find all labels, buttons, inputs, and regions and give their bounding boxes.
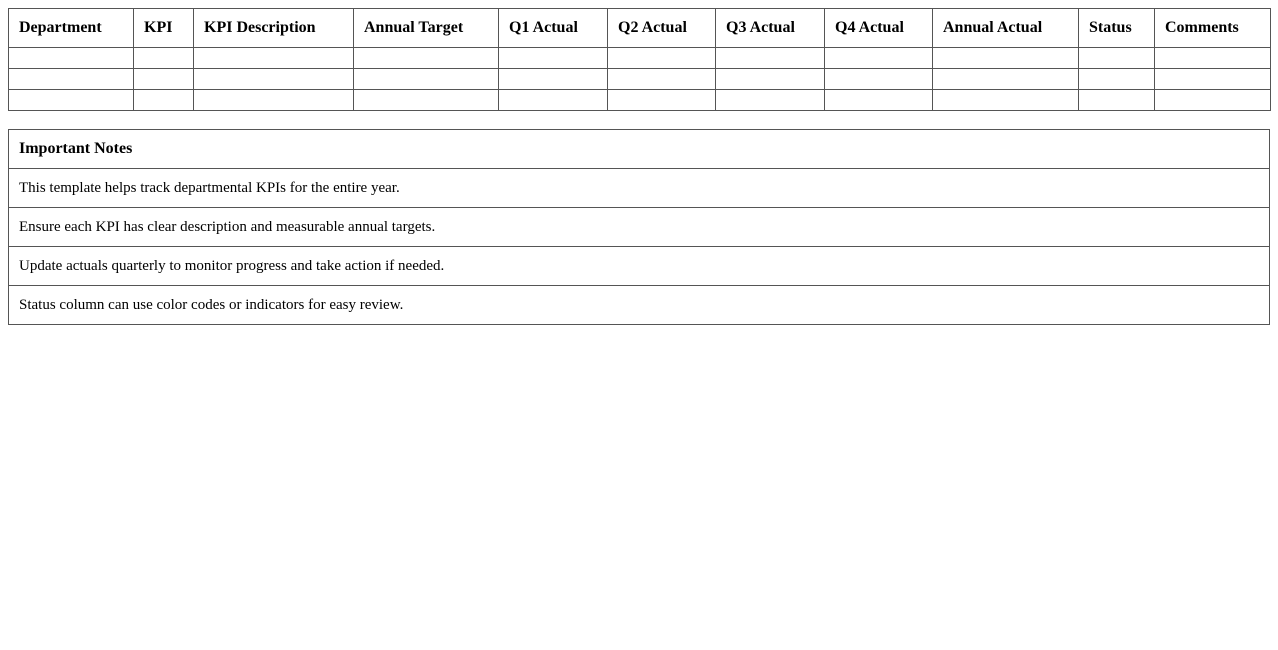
table-cell[interactable]: [134, 48, 194, 69]
column-header-kpi-description: KPI Description: [194, 9, 354, 48]
column-header-annual-target: Annual Target: [354, 9, 499, 48]
table-row: [9, 69, 1271, 90]
table-cell[interactable]: [194, 69, 354, 90]
table-cell[interactable]: [1155, 69, 1271, 90]
column-header-department: Department: [9, 9, 134, 48]
note-item: Status column can use color codes or indicators for easy review.: [9, 286, 1270, 325]
table-cell[interactable]: [194, 90, 354, 111]
table-cell[interactable]: [499, 90, 608, 111]
column-header-q3-actual: Q3 Actual: [716, 9, 825, 48]
table-row: [9, 90, 1271, 111]
table-cell[interactable]: [134, 69, 194, 90]
table-cell[interactable]: [194, 48, 354, 69]
table-cell[interactable]: [933, 69, 1079, 90]
table-cell[interactable]: [825, 48, 933, 69]
note-item: Ensure each KPI has clear description and measurable annual targets.: [9, 208, 1270, 247]
table-cell[interactable]: [354, 69, 499, 90]
column-header-comments: Comments: [1155, 9, 1271, 48]
note-row: [9, 169, 1270, 208]
table-row: [9, 48, 1271, 69]
note-row: [9, 247, 1270, 286]
table-cell[interactable]: [1155, 48, 1271, 69]
kpi-table: [8, 8, 1271, 111]
table-cell[interactable]: [608, 69, 716, 90]
kpi-table-header-row: [9, 9, 1271, 48]
table-cell[interactable]: [716, 48, 825, 69]
table-cell[interactable]: [354, 90, 499, 111]
column-header-annual-actual: Annual Actual: [933, 9, 1079, 48]
table-cell[interactable]: [9, 48, 134, 69]
table-cell[interactable]: [1079, 48, 1155, 69]
note-row: [9, 286, 1270, 325]
notes-table: [8, 129, 1270, 325]
notes-header-row: [9, 130, 1270, 169]
table-cell[interactable]: [716, 90, 825, 111]
table-cell[interactable]: [499, 48, 608, 69]
table-cell[interactable]: [1079, 90, 1155, 111]
table-cell[interactable]: [933, 90, 1079, 111]
column-header-q4-actual: Q4 Actual: [825, 9, 933, 48]
column-header-q1-actual: Q1 Actual: [499, 9, 608, 48]
table-cell[interactable]: [933, 48, 1079, 69]
column-header-q2-actual: Q2 Actual: [608, 9, 716, 48]
table-cell[interactable]: [608, 48, 716, 69]
notes-title: Important Notes: [9, 130, 1270, 169]
note-row: [9, 208, 1270, 247]
table-cell[interactable]: [134, 90, 194, 111]
column-header-status: Status: [1079, 9, 1155, 48]
table-cell[interactable]: [608, 90, 716, 111]
table-cell[interactable]: [9, 90, 134, 111]
table-cell[interactable]: [825, 90, 933, 111]
column-header-kpi: KPI: [134, 9, 194, 48]
table-cell[interactable]: [499, 69, 608, 90]
table-cell[interactable]: [1079, 69, 1155, 90]
note-item: Update actuals quarterly to monitor progress and take action if needed.: [9, 247, 1270, 286]
table-cell[interactable]: [354, 48, 499, 69]
table-cell[interactable]: [1155, 90, 1271, 111]
table-cell[interactable]: [9, 69, 134, 90]
note-item: This template helps track departmental KPIs for the entire year.: [9, 169, 1270, 208]
table-cell[interactable]: [825, 69, 933, 90]
table-cell[interactable]: [716, 69, 825, 90]
